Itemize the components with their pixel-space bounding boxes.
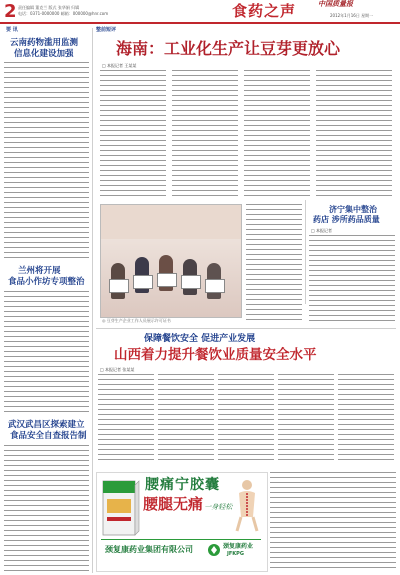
masthead-date: 2012年1月16日 星期一 bbox=[330, 13, 374, 18]
ad-company: 颈复康药业集团有限公司 bbox=[105, 545, 193, 554]
article-headline: 云南药物滥用监测 bbox=[10, 38, 79, 48]
article-body bbox=[270, 472, 396, 570]
left-column bbox=[4, 28, 89, 573]
top-column-tag: 整前短评 bbox=[96, 27, 117, 33]
section-divider bbox=[96, 328, 396, 329]
ad-brand: 腰痛宁胶囊 bbox=[145, 477, 220, 493]
article-headline: 兰州将开展 bbox=[18, 266, 61, 276]
article-headline: 药店 涉所药品质量 bbox=[313, 215, 380, 224]
masthead-info-2: 电话：0371-0000000 邮箱：000000@hnr.com bbox=[18, 11, 109, 16]
article-body bbox=[4, 62, 89, 258]
article-headline: 济宁集中整治 bbox=[329, 205, 377, 214]
paper-name: 中国质量报 bbox=[318, 0, 353, 8]
article-headline: 信息化建设加强 bbox=[14, 49, 74, 59]
article-body bbox=[309, 235, 395, 325]
ad-divider bbox=[101, 539, 261, 540]
left-column-tag: 要 讯 bbox=[6, 27, 18, 33]
right-column-article bbox=[309, 205, 397, 325]
bottom-byline: □ 本报记者 张某某 bbox=[100, 367, 135, 372]
left-column-divider bbox=[92, 28, 93, 573]
certificate-board bbox=[205, 279, 225, 293]
masthead-rule bbox=[0, 22, 400, 24]
article-body bbox=[218, 374, 274, 464]
advertisement[interactable] bbox=[96, 472, 268, 572]
article-body bbox=[158, 374, 214, 464]
article-body bbox=[98, 374, 154, 464]
ad-slogan-main: 腰腿无痛 bbox=[143, 495, 204, 513]
company-logo-icon bbox=[207, 543, 221, 557]
certificate-board bbox=[181, 275, 201, 289]
article-headline: 食品安全自查报告制 bbox=[10, 431, 87, 441]
article-headline: 武汉武昌区探索建立 bbox=[8, 420, 85, 430]
photo-backdrop bbox=[101, 205, 241, 239]
article-body bbox=[246, 204, 302, 324]
certificate-board bbox=[109, 279, 129, 293]
bottom-headline: 山西着力提升餐饮业质量安全水平 bbox=[114, 347, 317, 363]
article-body bbox=[338, 374, 394, 464]
article-body bbox=[100, 70, 166, 200]
sub-headline: 保障餐饮安全 促进产业发展 bbox=[144, 334, 256, 344]
ad-slogan-tail: 一身轻松 bbox=[204, 503, 233, 511]
bottom-section bbox=[96, 330, 396, 470]
article-body bbox=[244, 70, 310, 200]
right-byline: □ 本报记者 bbox=[311, 228, 333, 233]
certificate-board bbox=[157, 273, 177, 287]
spine-figure-icon bbox=[225, 477, 265, 533]
section-title: 食药之声 bbox=[232, 2, 297, 20]
masthead bbox=[0, 0, 400, 26]
article-headline: 食品小作坊专项整治 bbox=[8, 277, 85, 287]
ad-logo-text: 颈复康药业 bbox=[223, 543, 254, 550]
certificate-board bbox=[133, 275, 153, 289]
main-headline: 海南：工业化生产让豆芽更放心 bbox=[116, 39, 341, 58]
capsule-box-icon bbox=[101, 479, 141, 537]
ad-logo-sub: JFKPG bbox=[227, 551, 244, 557]
photo-caption: ◎ 豆芽生产企业工作人员展示许可证书 bbox=[102, 318, 171, 323]
ad-slogan bbox=[143, 495, 232, 513]
page-number: 2 bbox=[4, 1, 17, 22]
article-body bbox=[172, 70, 238, 200]
main-byline: □ 本报记者 王某某 bbox=[102, 63, 137, 68]
article-body bbox=[278, 374, 334, 464]
article-body bbox=[316, 70, 392, 200]
news-photo bbox=[100, 204, 242, 318]
article-body bbox=[4, 445, 89, 571]
article-body bbox=[4, 291, 89, 415]
masthead-info-1: 责任编辑 董克兰 版式 张华娟 归辑 bbox=[18, 5, 80, 10]
